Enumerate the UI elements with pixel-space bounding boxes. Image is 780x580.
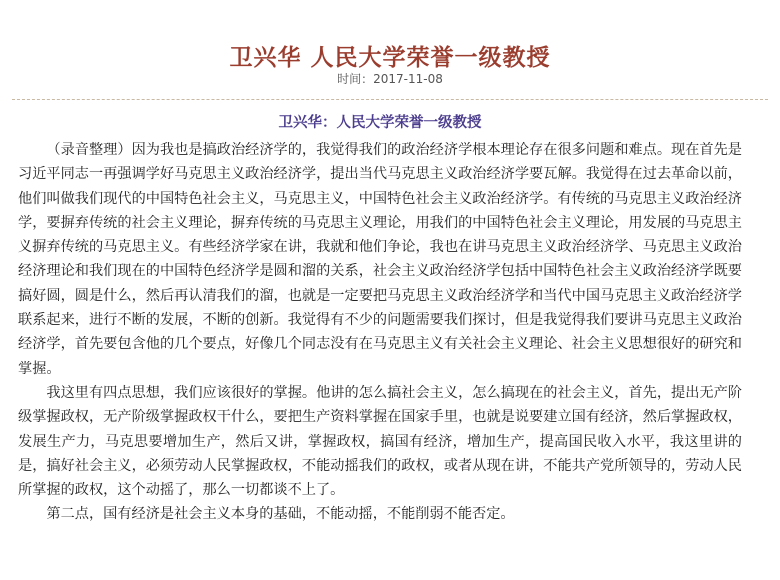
title-divider bbox=[12, 99, 768, 100]
body-heading: 卫兴华：人民大学荣誉一级教授 bbox=[278, 115, 482, 131]
paragraph-3: 第二点，国有经济是社会主义本身的基础，不能动摇，不能削弱不能否定。 bbox=[46, 506, 515, 523]
paragraph-2: 我这里有四点思想，我们应该很好的掌握。他讲的怎么搞社会主义，怎么搞现在的社会主义，首先，提出无产阶级掌握政权，无产阶级掌握政权干什么，要把生产资料掌握在国家手里，也就是说要建立国有经济，然后掌握政权，发展生产力，马克思要增加生产，然后又讲，掌握政权，搞国有经济，增加生产，提高国民收入水平，我这里讲的是，搞好社会主义，必须劳动人民掌握政权，不能动摇我们的政权，或者从现在讲，不能共产党所领导的，劳动人民所掌握的政权，这个动摇了，那么一切都谈不上了。 bbox=[18, 384, 742, 499]
article-title: 卫兴华 人民大学荣誉一级教授 bbox=[229, 45, 551, 72]
article-body bbox=[18, 112, 742, 527]
paragraph-1: （录音整理）因为我也是搞政治经济学的，我觉得我们的政治经济学根本理论存在很多问题和难点。现在首先是习近平同志一再强调学好马克思主义政治经济学，提出当代马克思主义政治经济学要瓦解。我觉得在过去革命以前，他们叫做我们现代的中国特色社会主义，马克思主义，中国特色社会主义政治经济学。有传统的马克思主义政治经济学，要摒弃传统的社会主义理论，摒弃传统的马克思主义理论，用我们的中国特色社会主义理论，用发展的马克思主义摒弃传统的马克思主义。有些经济学家在讲，我就和他们争论，我也在讲马克思主义政治经济学、马克思主义政治经济理论和我们现在的中国特色经济学是圆和溜的关系，社会主义政治经济学包括中国特色社会主义政治经济学既要搞好圆，圆是什么，然后再认清我们的溜，也就是一定要把马克思主义政治经济学和当代中国马克思主义政治经济学联系起来，进行不断的发展，不断的创新。我觉得有不少的问题需要我们探讨，但是我觉得我们要讲马克思主义政治经济学，首先要包含他的几个要点，好像几个同志没有在马克思主义有关社会主义理论、社会主义思想很好的研究和掌握。 bbox=[18, 142, 742, 377]
publish-date: 时间：2017-11-08 bbox=[337, 72, 443, 86]
